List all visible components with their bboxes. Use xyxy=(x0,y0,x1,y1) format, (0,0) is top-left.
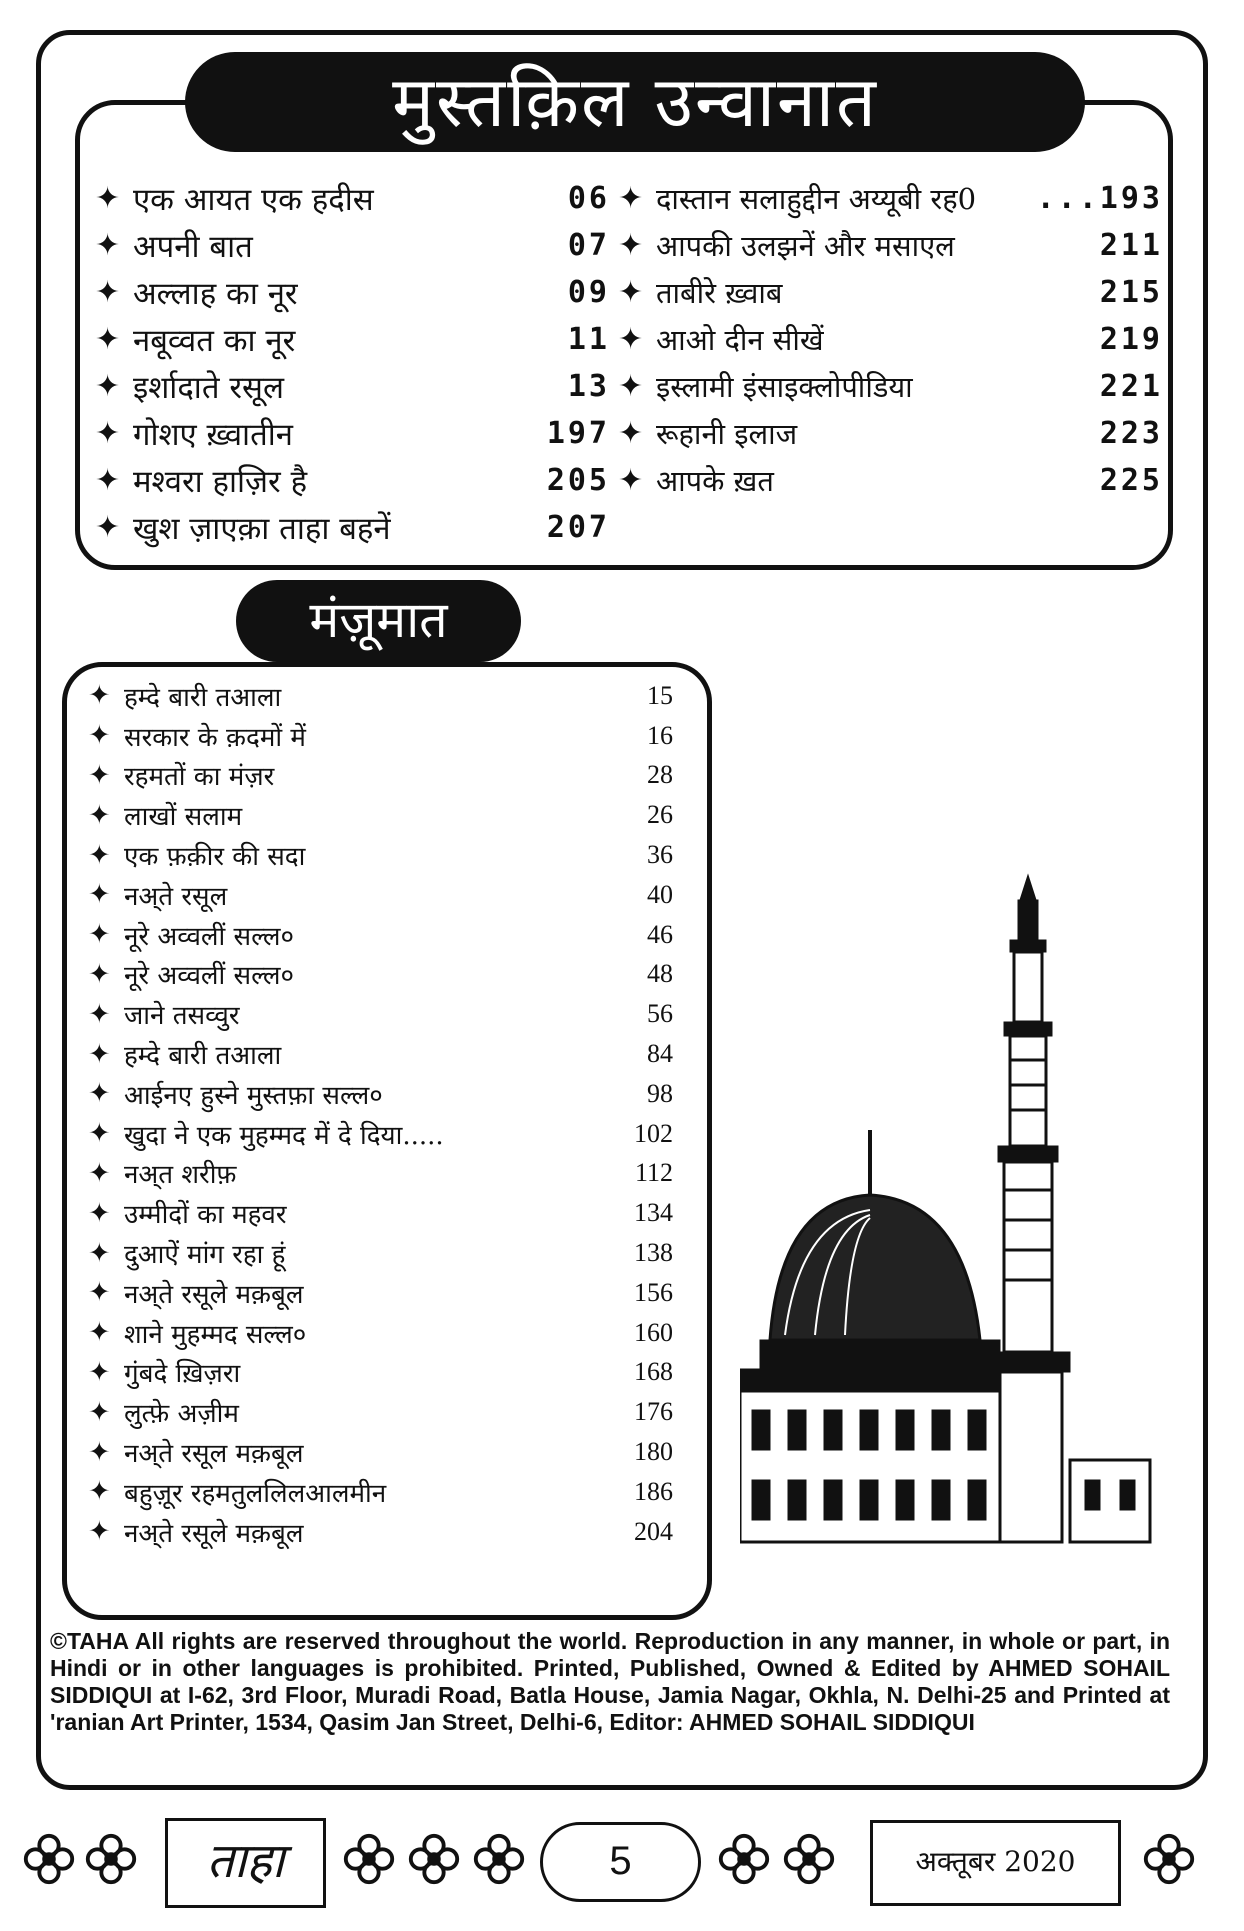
entry-page-number: 09 xyxy=(567,275,610,310)
four-point-star-icon: ✦ xyxy=(88,1396,111,1428)
page-title: मुस्तक़िल उन्वानात xyxy=(185,52,1085,152)
four-point-star-icon: ✦ xyxy=(95,416,121,451)
four-point-star-icon: ✦ xyxy=(88,1038,111,1070)
toc-right-column xyxy=(618,175,1163,504)
four-point-star-icon: ✦ xyxy=(88,720,111,752)
entry-page-number: 207 xyxy=(546,510,610,545)
entry-page-number: 06 xyxy=(567,181,610,216)
four-point-star-icon: ✦ xyxy=(88,1356,111,1388)
poem-entry xyxy=(88,955,673,995)
entry-title: सरकार के क़दमों में xyxy=(124,722,306,753)
entry-page-number: 197 xyxy=(546,416,610,451)
entry-title: खुदा ने एक मुहम्मद में दे दिया..... xyxy=(124,1120,444,1151)
four-point-star-icon: ✦ xyxy=(88,1118,111,1150)
poem-entry xyxy=(88,1273,673,1313)
four-point-star-icon: ✦ xyxy=(95,322,121,357)
flower-icon xyxy=(340,1830,398,1888)
entry-title: गुंबदे ख़िज़रा xyxy=(124,1359,241,1390)
page-number: 5 xyxy=(540,1822,701,1902)
four-point-star-icon: ✦ xyxy=(88,839,111,871)
mosque-illustration xyxy=(740,870,1160,1550)
four-point-star-icon: ✦ xyxy=(88,998,111,1030)
poem-entry xyxy=(88,795,673,835)
four-point-star-icon: ✦ xyxy=(618,228,644,263)
entry-title: आपकी उलझनें और मसाएल xyxy=(656,229,955,263)
entry-page-number: 205 xyxy=(546,463,610,498)
toc-entry xyxy=(618,222,1163,269)
four-point-star-icon: ✦ xyxy=(88,1197,111,1229)
entry-title: बहुज़ूर रहमतुललिलआलमीन xyxy=(124,1478,387,1509)
entry-page-number: 13 xyxy=(567,369,610,404)
four-point-star-icon: ✦ xyxy=(88,680,111,712)
poem-entry xyxy=(88,1512,673,1552)
green-dome-icon xyxy=(740,1130,1150,1542)
entry-title: एक फ़क़ीर की सदा xyxy=(124,842,306,873)
entry-page-number: 07 xyxy=(567,228,610,263)
entry-page-number: 11 xyxy=(567,322,610,357)
poem-entry xyxy=(88,915,673,955)
poems-list xyxy=(88,676,673,1552)
flower-icon xyxy=(470,1830,528,1888)
entry-title: नूरे अव्वलीं सल्ल० xyxy=(124,921,295,952)
four-point-star-icon: ✦ xyxy=(95,228,121,263)
entry-title: आपके ख़त xyxy=(656,464,774,498)
entry-page-number: 204 xyxy=(634,1516,673,1546)
four-point-star-icon: ✦ xyxy=(95,181,121,216)
poem-entry xyxy=(88,1034,673,1074)
entry-title: नअ्ते रसूले मक़बूल xyxy=(124,1518,304,1549)
entry-page-number: 98 xyxy=(647,1078,673,1108)
four-point-star-icon: ✦ xyxy=(88,1516,111,1548)
entry-title: दुआऐं मांग रहा हूं xyxy=(124,1240,286,1271)
toc-entry xyxy=(618,363,1163,410)
copyright-notice: ©TAHA All rights are reserved throughout the world. Reproduction in any manner, in whole or part, in Hindi or in other languages is prohibited. Printed, Published, Owned & Edited by AHMED SOHAIL SIDDIQUI at I-62, 3rd Floor, Muradi Road, Batla House, Jamia Nagar, Okhla, N. Delhi-25 and Printed at 'ranian Art Printer, 1534, Qasim Jan Street, Delhi-6, Editor: AHMED SOHAIL SIDDIQUI xyxy=(50,1628,1170,1735)
entry-title: नूरे अव्वलीं सल्ल० xyxy=(124,961,295,992)
magazine-name: ताहा xyxy=(165,1818,326,1908)
toc-entry xyxy=(618,457,1163,504)
toc-entry xyxy=(95,222,610,269)
entry-page-number: ...193 xyxy=(1036,181,1163,216)
poem-entry xyxy=(88,835,673,875)
page-footer xyxy=(20,1810,1224,1910)
poem-entry xyxy=(88,1074,673,1114)
entry-title: ताबीरे ख़्वाब xyxy=(656,276,783,310)
poem-entry xyxy=(88,1193,673,1233)
issue-date: अक्तूबर 2020 xyxy=(870,1820,1121,1906)
four-point-star-icon: ✦ xyxy=(618,275,644,310)
entry-title: शाने मुहम्मद सल्ल० xyxy=(124,1319,307,1350)
four-point-star-icon: ✦ xyxy=(88,1317,111,1349)
toc-entry xyxy=(95,457,610,504)
entry-title: नअ्ते रसूले मक़बूल xyxy=(124,1279,304,1310)
entry-page-number: 16 xyxy=(647,720,673,750)
four-point-star-icon: ✦ xyxy=(88,1476,111,1508)
entry-title: इर्शादाते रसूल xyxy=(133,369,284,406)
entry-title: इस्लामी इंसाइक्लोपीडिया xyxy=(656,370,913,404)
entry-page-number: 223 xyxy=(1099,416,1163,451)
entry-title: दास्तान सलाहुद्दीन अय्यूबी रह0 xyxy=(656,182,977,216)
entry-page-number: 186 xyxy=(634,1476,673,1506)
four-point-star-icon: ✦ xyxy=(88,759,111,791)
entry-page-number: 215 xyxy=(1099,275,1163,310)
flower-icon xyxy=(82,1830,140,1888)
entry-title: एक आयत एक हदीस xyxy=(133,181,374,218)
entry-page-number: 15 xyxy=(647,680,673,710)
poem-entry xyxy=(88,1353,673,1393)
entry-page-number: 48 xyxy=(647,959,673,989)
toc-left-column xyxy=(95,175,610,551)
entry-title: खुश ज़ाएक़ा ताहा बहनें xyxy=(133,510,391,547)
entry-page-number: 84 xyxy=(647,1039,673,1069)
flower-icon xyxy=(715,1830,773,1888)
entry-title: गोशए ख़्वातीन xyxy=(133,416,293,453)
four-point-star-icon: ✦ xyxy=(88,1237,111,1269)
entry-page-number: 134 xyxy=(634,1198,673,1228)
entry-title: नबूव्वत का नूर xyxy=(133,322,296,359)
four-point-star-icon: ✦ xyxy=(88,1157,111,1189)
flower-icon xyxy=(405,1830,463,1888)
entry-title: जाने तसव्वुर xyxy=(124,1001,240,1032)
entry-title: हम्दे बारी तआला xyxy=(124,1041,282,1072)
flower-icon xyxy=(780,1830,838,1888)
entry-title: आओ दीन सीखें xyxy=(656,323,824,357)
four-point-star-icon: ✦ xyxy=(618,463,644,498)
four-point-star-icon: ✦ xyxy=(88,1436,111,1468)
entry-title: हम्दे बारी तआला xyxy=(124,682,282,713)
entry-page-number: 160 xyxy=(634,1317,673,1347)
four-point-star-icon: ✦ xyxy=(95,510,121,545)
entry-page-number: 156 xyxy=(634,1277,673,1307)
entry-page-number: 138 xyxy=(634,1238,673,1268)
four-point-star-icon: ✦ xyxy=(88,919,111,951)
entry-title: लाखों सलाम xyxy=(124,802,243,833)
entry-page-number: 180 xyxy=(634,1437,673,1467)
entry-title: नअ्ते रसूल मक़बूल xyxy=(124,1439,304,1470)
toc-entry xyxy=(618,316,1163,363)
entry-title: नअ्त शरीफ़ xyxy=(124,1160,237,1191)
entry-page-number: 46 xyxy=(647,919,673,949)
poem-entry xyxy=(88,756,673,796)
entry-page-number: 36 xyxy=(647,840,673,870)
poem-entry xyxy=(88,1233,673,1273)
four-point-star-icon: ✦ xyxy=(618,322,644,357)
entry-title: लुत्फ़े अज़ीम xyxy=(124,1399,239,1430)
entry-title: अल्लाह का नूर xyxy=(133,275,298,312)
poem-entry xyxy=(88,1392,673,1432)
entry-page-number: 102 xyxy=(634,1118,673,1148)
four-point-star-icon: ✦ xyxy=(95,275,121,310)
four-point-star-icon: ✦ xyxy=(88,799,111,831)
four-point-star-icon: ✦ xyxy=(618,369,644,404)
entry-page-number: 225 xyxy=(1099,463,1163,498)
entry-page-number: 28 xyxy=(647,760,673,790)
four-point-star-icon: ✦ xyxy=(618,181,644,216)
four-point-star-icon: ✦ xyxy=(88,1277,111,1309)
toc-entry xyxy=(618,410,1163,457)
poem-entry xyxy=(88,1114,673,1154)
entry-title: उम्मीदों का महवर xyxy=(124,1200,287,1231)
poem-entry xyxy=(88,994,673,1034)
poem-entry xyxy=(88,716,673,756)
toc-entry xyxy=(95,504,610,551)
flower-icon xyxy=(20,1830,78,1888)
toc-entry xyxy=(95,316,610,363)
entry-page-number: 56 xyxy=(647,999,673,1029)
entry-title: अपनी बात xyxy=(133,228,253,265)
toc-entry xyxy=(618,175,1163,222)
four-point-star-icon: ✦ xyxy=(95,369,121,404)
poem-entry xyxy=(88,1313,673,1353)
poems-heading: मंज़ूमात xyxy=(236,580,521,662)
entry-page-number: 112 xyxy=(634,1158,673,1188)
toc-entry xyxy=(95,269,610,316)
entry-title: नअ्ते रसूल xyxy=(124,881,228,912)
entry-page-number: 26 xyxy=(647,800,673,830)
entry-title: आईनए हुस्ने मुस्तफ़ा सल्ल० xyxy=(124,1080,383,1111)
poem-entry xyxy=(88,875,673,915)
flower-icon xyxy=(1140,1830,1198,1888)
entry-title: रहमतों का मंज़र xyxy=(124,762,275,793)
four-point-star-icon: ✦ xyxy=(88,1078,111,1110)
entry-title: रूहानी इलाज xyxy=(656,417,798,451)
entry-page-number: 221 xyxy=(1099,369,1163,404)
entry-title: मश्वरा हाज़िर है xyxy=(133,463,308,500)
four-point-star-icon: ✦ xyxy=(95,463,121,498)
entry-page-number: 211 xyxy=(1099,228,1163,263)
toc-entry xyxy=(618,269,1163,316)
poem-entry xyxy=(88,1472,673,1512)
four-point-star-icon: ✦ xyxy=(88,958,111,990)
poem-entry xyxy=(88,1154,673,1194)
toc-entry xyxy=(95,363,610,410)
toc-entry xyxy=(95,410,610,457)
poem-entry xyxy=(88,1432,673,1472)
toc-entry xyxy=(95,175,610,222)
four-point-star-icon: ✦ xyxy=(618,416,644,451)
entry-page-number: 219 xyxy=(1099,322,1163,357)
entry-page-number: 168 xyxy=(634,1357,673,1387)
entry-page-number: 176 xyxy=(634,1397,673,1427)
poem-entry xyxy=(88,676,673,716)
entry-page-number: 40 xyxy=(647,879,673,909)
four-point-star-icon: ✦ xyxy=(88,879,111,911)
